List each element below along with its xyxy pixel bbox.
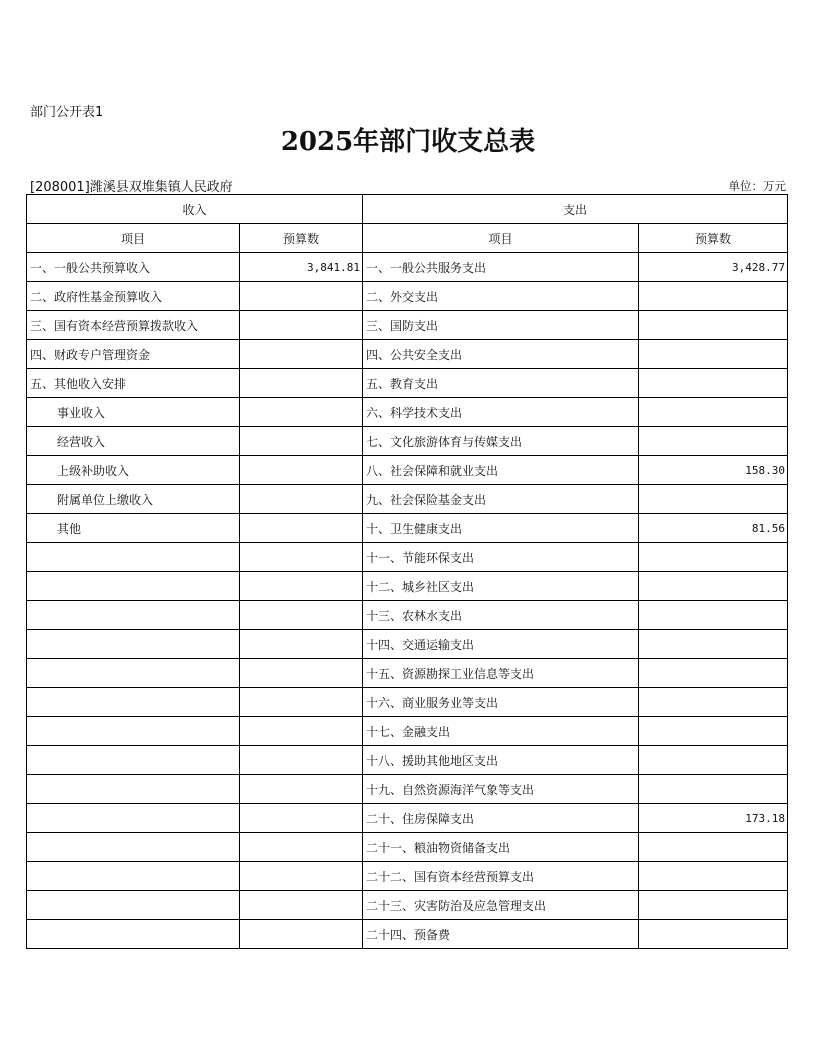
expense-item-cell: 六、科学技术支出 <box>363 398 639 427</box>
table-row <box>27 920 788 949</box>
income-item-cell <box>27 833 240 862</box>
expense-value-cell <box>639 485 788 514</box>
table-row <box>27 340 788 369</box>
unit-label: 单位：万元 <box>728 179 786 193</box>
expense-value-cell <box>639 369 788 398</box>
income-item-cell <box>27 572 240 601</box>
expense-item-cell: 四、公共安全支出 <box>363 340 639 369</box>
expense-value-cell <box>639 833 788 862</box>
expense-item-cell: 二十一、粮油物资储备支出 <box>363 833 639 862</box>
income-value-cell <box>240 311 363 340</box>
expense-value-cell <box>639 572 788 601</box>
expense-value-cell <box>639 920 788 949</box>
income-item-cell <box>27 862 240 891</box>
expense-item-cell: 二、外交支出 <box>363 282 639 311</box>
expense-value-cell: 81.56 <box>639 514 788 543</box>
income-item-cell <box>27 688 240 717</box>
income-item-cell <box>27 746 240 775</box>
income-item-cell <box>27 543 240 572</box>
income-item-cell: 事业收入 <box>27 398 240 427</box>
expense-value-cell: 3,428.77 <box>639 253 788 282</box>
table-row <box>27 862 788 891</box>
table-row <box>27 891 788 920</box>
income-header: 收入 <box>27 195 363 224</box>
table-row <box>27 688 788 717</box>
table-row <box>27 746 788 775</box>
income-value-cell <box>240 717 363 746</box>
income-value-cell <box>240 630 363 659</box>
income-value-cell <box>240 746 363 775</box>
income-item-cell: 经营收入 <box>27 427 240 456</box>
table-row <box>27 514 788 543</box>
expense-budget-column-header: 预算数 <box>639 224 788 253</box>
income-value-cell <box>240 340 363 369</box>
expense-value-cell <box>639 340 788 369</box>
income-item-cell: 上级补助收入 <box>27 456 240 485</box>
expense-item-cell: 五、教育支出 <box>363 369 639 398</box>
income-item-cell: 其他 <box>27 514 240 543</box>
expense-item-cell: 十五、资源勘探工业信息等支出 <box>363 659 639 688</box>
table-row <box>27 311 788 340</box>
income-value-cell <box>240 891 363 920</box>
expense-item-cell: 八、社会保障和就业支出 <box>363 456 639 485</box>
income-value-cell: 3,841.81 <box>240 253 363 282</box>
table-row <box>27 775 788 804</box>
income-value-cell <box>240 398 363 427</box>
income-item-cell <box>27 920 240 949</box>
expense-value-cell <box>639 717 788 746</box>
expense-value-cell <box>639 659 788 688</box>
expense-item-cell: 十七、金融支出 <box>363 717 639 746</box>
income-item-cell <box>27 630 240 659</box>
expense-item-cell: 十、卫生健康支出 <box>363 514 639 543</box>
table-row <box>27 456 788 485</box>
income-value-cell <box>240 369 363 398</box>
expense-value-cell <box>639 398 788 427</box>
expense-value-cell <box>639 891 788 920</box>
expense-item-cell: 十一、节能环保支出 <box>363 543 639 572</box>
expense-item-cell: 二十三、灾害防治及应急管理支出 <box>363 891 639 920</box>
income-item-cell: 五、其他收入安排 <box>27 369 240 398</box>
income-value-cell <box>240 688 363 717</box>
income-item-cell: 三、国有资本经营预算拨款收入 <box>27 311 240 340</box>
table-row <box>27 282 788 311</box>
income-item-cell: 一、一般公共预算收入 <box>27 253 240 282</box>
expense-value-cell <box>639 630 788 659</box>
income-item-cell <box>27 804 240 833</box>
expense-value-cell <box>639 775 788 804</box>
income-budget-column-header: 预算数 <box>240 224 363 253</box>
income-value-cell <box>240 659 363 688</box>
expense-value-cell <box>639 311 788 340</box>
table-row <box>27 572 788 601</box>
expense-item-cell: 十二、城乡社区支出 <box>363 572 639 601</box>
income-value-cell <box>240 514 363 543</box>
budget-summary-table <box>26 194 788 949</box>
expense-item-cell: 二十、住房保障支出 <box>363 804 639 833</box>
expense-item-cell: 十九、自然资源海洋气象等支出 <box>363 775 639 804</box>
table-row <box>27 804 788 833</box>
page-title: 2025年部门收支总表 <box>280 127 536 157</box>
income-value-cell <box>240 775 363 804</box>
income-item-cell <box>27 601 240 630</box>
expense-value-cell <box>639 688 788 717</box>
organization-name: [208001]潍溪县双堆集镇人民政府 <box>30 180 233 195</box>
expense-item-cell: 十三、农林水支出 <box>363 601 639 630</box>
income-value-cell <box>240 543 363 572</box>
expense-value-cell <box>639 746 788 775</box>
income-item-cell: 附属单位上缴收入 <box>27 485 240 514</box>
table-row <box>27 427 788 456</box>
income-item-cell <box>27 891 240 920</box>
income-value-cell <box>240 456 363 485</box>
income-value-cell <box>240 601 363 630</box>
expense-header: 支出 <box>363 195 788 224</box>
expense-value-cell <box>639 543 788 572</box>
expense-value-cell <box>639 282 788 311</box>
income-value-cell <box>240 920 363 949</box>
income-value-cell <box>240 282 363 311</box>
expense-value-cell: 158.30 <box>639 456 788 485</box>
expense-item-cell: 一、一般公共服务支出 <box>363 253 639 282</box>
table-row <box>27 601 788 630</box>
expense-item-cell: 十六、商业服务业等支出 <box>363 688 639 717</box>
income-item-cell <box>27 717 240 746</box>
expense-item-column-header: 项目 <box>363 224 639 253</box>
table-row <box>27 485 788 514</box>
expense-item-cell: 二十四、预备费 <box>363 920 639 949</box>
table-row <box>27 369 788 398</box>
expense-item-cell: 三、国防支出 <box>363 311 639 340</box>
expense-value-cell <box>639 601 788 630</box>
table-row <box>27 659 788 688</box>
table-row <box>27 543 788 572</box>
income-value-cell <box>240 427 363 456</box>
income-value-cell <box>240 862 363 891</box>
income-item-cell: 四、财政专户管理资金 <box>27 340 240 369</box>
table-row <box>27 833 788 862</box>
table-row <box>27 717 788 746</box>
income-item-cell: 二、政府性基金预算收入 <box>27 282 240 311</box>
income-value-cell <box>240 572 363 601</box>
table-code-label: 部门公开表1 <box>30 105 104 120</box>
table-row <box>27 630 788 659</box>
income-value-cell <box>240 485 363 514</box>
expense-item-cell: 十八、援助其他地区支出 <box>363 746 639 775</box>
expense-value-cell <box>639 862 788 891</box>
expense-item-cell: 九、社会保险基金支出 <box>363 485 639 514</box>
expense-item-cell: 十四、交通运输支出 <box>363 630 639 659</box>
table-row <box>27 253 788 282</box>
income-item-cell <box>27 659 240 688</box>
table-row <box>27 398 788 427</box>
expense-item-cell: 七、文化旅游体育与传媒支出 <box>363 427 639 456</box>
expense-value-cell <box>639 427 788 456</box>
expense-item-cell: 二十二、国有资本经营预算支出 <box>363 862 639 891</box>
income-item-cell <box>27 775 240 804</box>
income-item-column-header: 项目 <box>27 224 240 253</box>
income-value-cell <box>240 804 363 833</box>
expense-value-cell: 173.18 <box>639 804 788 833</box>
income-value-cell <box>240 833 363 862</box>
